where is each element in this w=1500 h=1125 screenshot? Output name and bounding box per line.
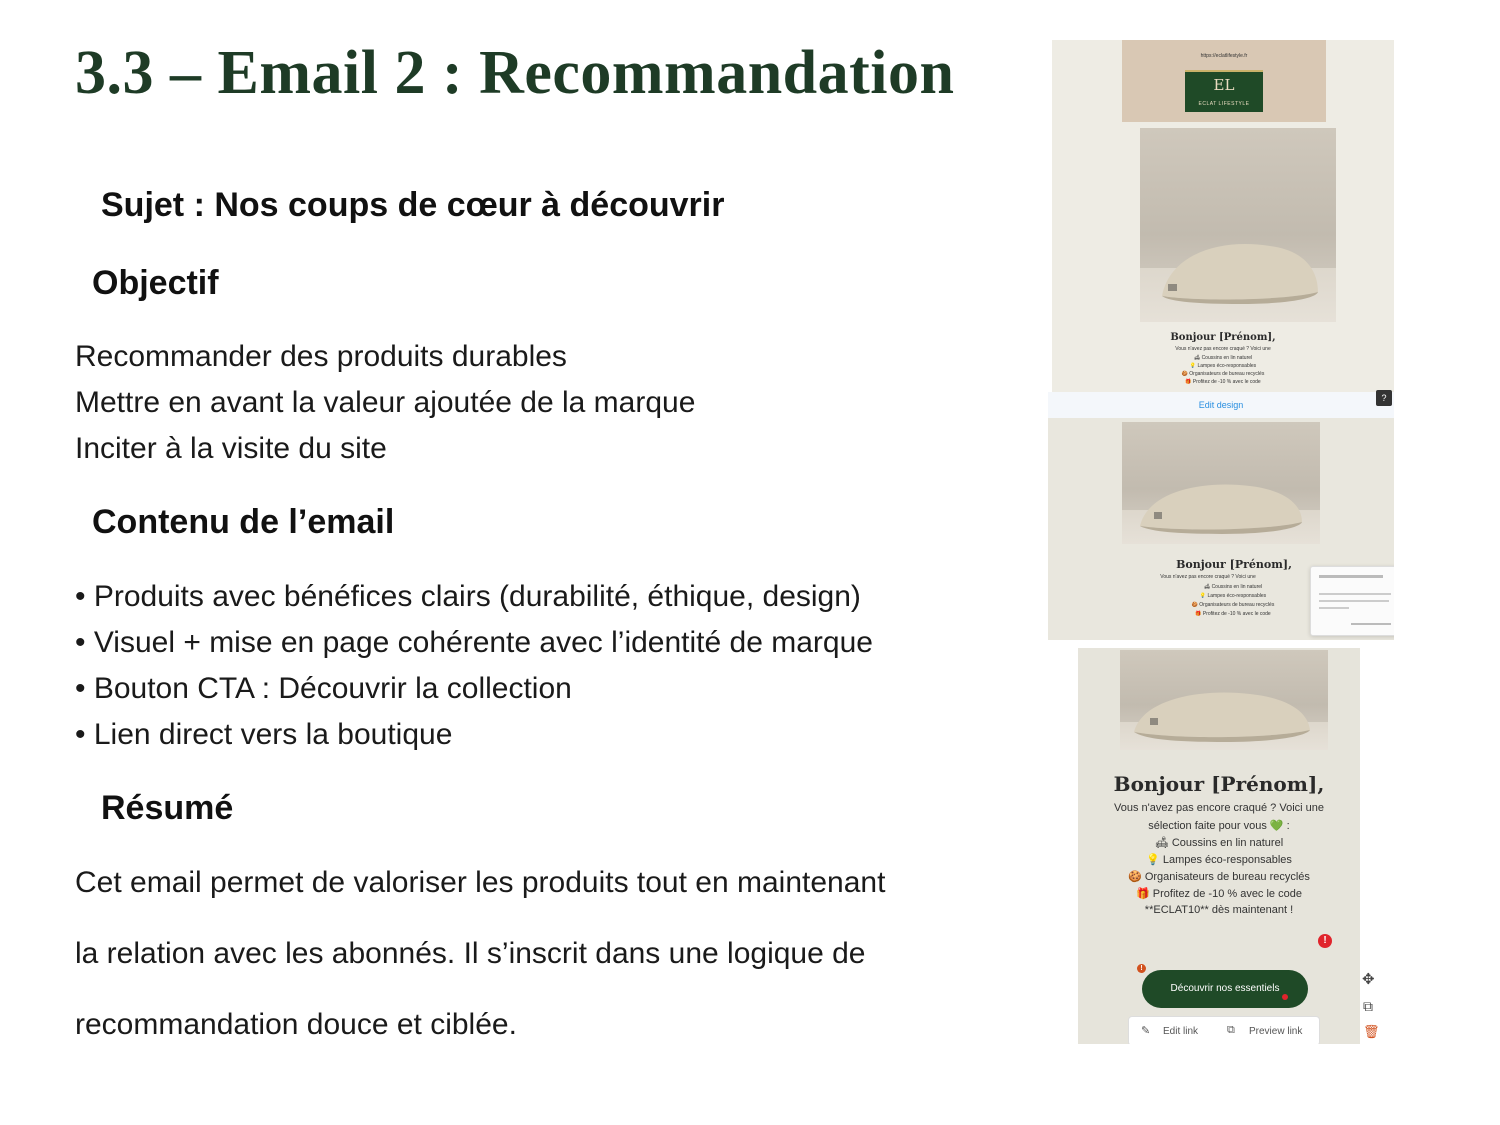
summary-heading: Résumé	[101, 789, 234, 827]
email-greeting: Bonjour [Prénom],	[1170, 332, 1276, 343]
email-preview-bottom	[1048, 644, 1394, 1044]
email-subject: Sujet : Nos coups de cœur à découvrir	[101, 186, 725, 224]
cta-badge-dot	[1282, 994, 1288, 1000]
email-preview-middle	[1048, 418, 1394, 640]
email-item: 🛋 Coussins en lin naturel	[1193, 355, 1253, 361]
email-header	[1122, 40, 1326, 122]
email-item: 🍪 Organisateurs de bureau recyclés	[1128, 871, 1310, 883]
pillow-illustration	[1120, 650, 1328, 750]
pillow-product-image	[1120, 650, 1328, 750]
slide-title: 3.3 – Email 2 : Recommandation	[75, 39, 955, 107]
content-item: • Visuel + mise en page cohérente avec l’identité de marque	[75, 626, 873, 659]
pillow-product-image	[1140, 128, 1336, 322]
move-icon[interactable]: ✥	[1362, 971, 1375, 988]
preview-link-icon[interactable]: ⧉	[1227, 1024, 1235, 1036]
edit-link-button[interactable]: Edit link	[1163, 1026, 1199, 1037]
summary-line: recommandation douce et ciblée.	[75, 1008, 517, 1041]
email-item: 🍪 Organisateurs de bureau recyclés	[1181, 371, 1265, 377]
site-url: https://eclatlifestyle.fr	[1200, 53, 1248, 59]
email-item: 💡 Lampes éco-responsables	[1189, 363, 1257, 369]
content-item: • Lien direct vers la boutique	[75, 718, 453, 751]
email-preview-top	[1052, 40, 1394, 392]
summary-line: Cet email permet de valoriser les produits tout en maintenant	[75, 866, 886, 899]
warning-icon[interactable]: !	[1137, 964, 1146, 973]
logo-mark: EL	[1213, 76, 1235, 94]
email-intro: sélection faite pour vous 💚 :	[1148, 820, 1290, 832]
link-toolbar	[1128, 1016, 1320, 1044]
logo-text: ECLAT LIFESTYLE	[1198, 101, 1250, 107]
email-item: 🛋 Coussins en lin naturel	[1203, 584, 1263, 590]
objective-item: Inciter à la visite du site	[75, 432, 387, 465]
email-item: 🍪 Organisateurs de bureau recyclés	[1191, 602, 1275, 608]
email-item: 💡 Lampes éco-responsables	[1146, 854, 1292, 866]
duplicate-icon[interactable]: ⧉	[1363, 998, 1373, 1014]
email-intro: Vous n'avez pas encore craqué ? Voici une	[1160, 574, 1256, 580]
email-greeting: Bonjour [Prénom],	[1113, 772, 1325, 796]
email-greeting: Bonjour [Prénom],	[1176, 558, 1292, 571]
content-heading: Contenu de l’email	[92, 503, 395, 541]
pillow-illustration	[1122, 422, 1320, 544]
help-button[interactable]: ?	[1376, 390, 1392, 406]
pillow-illustration	[1140, 128, 1336, 322]
content-item: • Bouton CTA : Découvrir la collection	[75, 672, 572, 705]
email-item: **ECLAT10** dès maintenant !	[1144, 904, 1294, 916]
objective-item: Mettre en avant la valeur ajoutée de la marque	[75, 386, 696, 419]
objective-heading: Objectif	[92, 264, 219, 302]
email-item: 🎁 Profitez de -10 % avec le code	[1136, 888, 1302, 900]
brand-logo	[1185, 70, 1263, 112]
email-item: 🎁 Profitez de -10 % avec le code	[1195, 611, 1271, 617]
cta-button[interactable]: Découvrir nos essentiels	[1142, 970, 1308, 1008]
preview-link-button[interactable]: Preview link	[1249, 1026, 1303, 1037]
objective-item: Recommander des produits durables	[75, 340, 567, 373]
edit-design-bar	[1048, 392, 1394, 421]
delete-icon[interactable]: 🗑	[1363, 1024, 1380, 1039]
comment-popover[interactable]	[1310, 566, 1394, 636]
email-item: 💡 Lampes éco-responsables	[1199, 593, 1267, 599]
email-intro: Vous n'avez pas encore craqué ? Voici une	[1113, 802, 1325, 814]
email-item: 🎁 Profitez de -10 % avec le code	[1185, 379, 1261, 385]
pillow-product-image	[1122, 422, 1320, 544]
content-item: • Produits avec bénéfices clairs (durabilité, éthique, design)	[75, 580, 861, 613]
summary-line: la relation avec les abonnés. Il s’inscrit dans une logique de	[75, 937, 866, 970]
email-intro: Vous n'avez pas encore craqué ? Voici une	[1175, 346, 1271, 352]
edit-link-icon[interactable]: ✎	[1141, 1025, 1151, 1037]
warning-icon[interactable]: !	[1318, 934, 1332, 948]
email-item: 🛋 Coussins en lin naturel	[1154, 837, 1284, 849]
edit-design-button[interactable]: Edit design	[1198, 400, 1244, 410]
